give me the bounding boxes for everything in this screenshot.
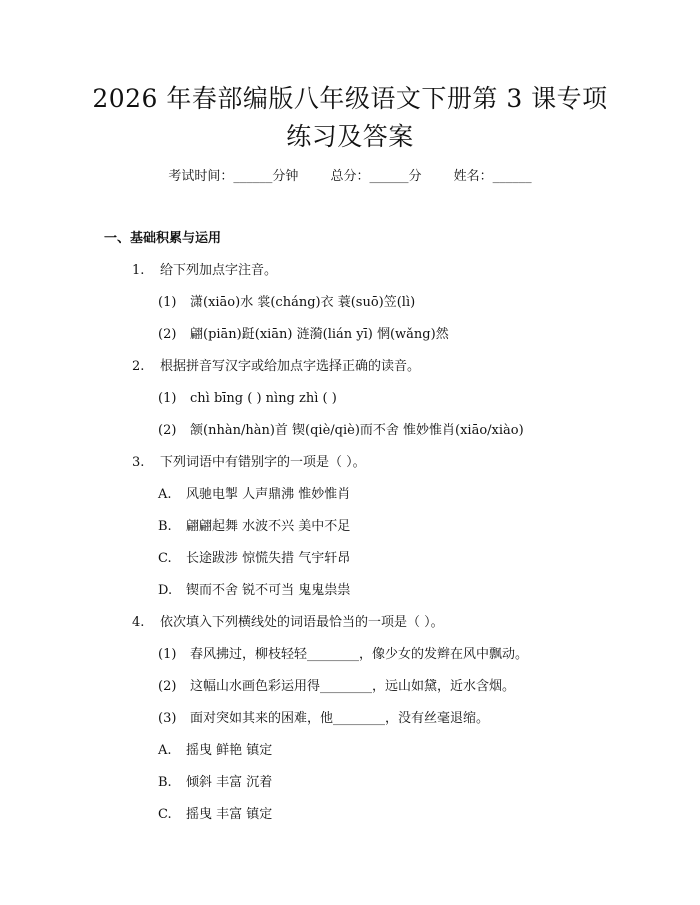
option-text: 摇曳 鲜艳 镇定 <box>186 743 273 758</box>
question-1 <box>132 261 277 281</box>
option-text: 倾斜 丰富 沉着 <box>186 775 273 790</box>
sub-text: 面对突如其来的困难，他________，没有丝毫退缩。 <box>190 711 490 726</box>
question-4-option-c <box>158 805 272 825</box>
question-text: 下列词语中有错别字的一项是（ ）。 <box>160 455 366 470</box>
option-label: B. <box>158 775 172 790</box>
time-label: 考试时间： <box>168 169 234 184</box>
question-3 <box>132 453 366 473</box>
option-text: 翩翩起舞 水波不兴 美中不足 <box>186 519 351 534</box>
sub-number: (3) <box>158 711 177 726</box>
question-4-sub-2 <box>158 677 515 697</box>
section-heading: 一、基础积累与运用 <box>104 231 222 246</box>
sub-number: (1) <box>158 391 177 406</box>
question-text: 根据拼音写汉字或给加点字选择正确的读音。 <box>160 359 421 374</box>
question-number: 3. <box>132 455 145 470</box>
option-text: 长途跋涉 惊慌失措 气宇轩昂 <box>186 551 351 566</box>
option-text: 摇曳 丰富 镇定 <box>186 807 273 822</box>
sub-text: 这幅山水画色彩运用得________，远山如黛，近水含烟。 <box>190 679 516 694</box>
option-label: A. <box>158 487 172 502</box>
sub-number: (1) <box>158 295 177 310</box>
name-field <box>454 169 532 184</box>
page-title-line1: 2026 年春部编版八年级语文下册第 3 课专项 <box>92 84 608 113</box>
question-3-option-c <box>158 549 350 569</box>
name-label: 姓名： <box>453 169 493 184</box>
question-number: 1. <box>132 263 145 278</box>
question-3-option-b <box>158 517 350 537</box>
question-3-option-a <box>158 485 350 505</box>
question-2 <box>132 357 420 377</box>
question-4-option-b <box>158 773 272 793</box>
time-unit: 分钟 <box>272 169 299 184</box>
option-label: B. <box>158 519 172 534</box>
option-label: C. <box>158 551 172 566</box>
option-text: 风驰电掣 人声鼎沸 惟妙惟肖 <box>186 487 351 502</box>
option-label: D. <box>158 583 173 598</box>
sub-number: (1) <box>158 647 177 662</box>
question-text: 依次填入下列横线处的词语最恰当的一项是（ ）。 <box>160 615 444 630</box>
score-unit: 分 <box>408 169 422 184</box>
score-blank: ______ <box>369 169 409 184</box>
question-4-sub-1 <box>158 645 528 665</box>
question-number: 4. <box>132 615 145 630</box>
sub-text: 翩(piān)跹(xiān) 涟漪(lián yī) 惘(wǎng)然 <box>190 327 449 342</box>
option-label: C. <box>158 807 172 822</box>
sub-text: 潇(xiāo)水 裳(cháng)衣 蓑(suō)笠(lì) <box>190 295 416 310</box>
question-2-sub-2 <box>158 421 524 441</box>
page-title-line2: 练习及答案 <box>286 122 414 151</box>
time-field <box>168 169 298 184</box>
score-field <box>330 169 421 184</box>
sub-number: (2) <box>158 679 177 694</box>
question-1-sub-2 <box>158 325 449 345</box>
question-4 <box>132 613 444 633</box>
question-4-option-a <box>158 741 272 761</box>
sub-text: 春风拂过，柳枝轻轻________，像少女的发辫在风中飘动。 <box>190 647 529 662</box>
sub-text: chì bīng ( ) nìng zhì ( ) <box>190 391 337 406</box>
name-blank: ______ <box>492 169 532 184</box>
sub-number: (2) <box>158 423 177 438</box>
sub-text: 颔(nhàn/hàn)首 锲(qiè/qiè)而不舍 惟妙惟肖(xiāo/xiào) <box>190 423 524 438</box>
question-text: 给下列加点字注音。 <box>160 263 278 278</box>
question-number: 2. <box>132 359 145 374</box>
time-blank: ______ <box>233 169 273 184</box>
exam-meta <box>0 167 700 187</box>
question-1-sub-1 <box>158 293 415 313</box>
option-label: A. <box>158 743 172 758</box>
question-3-option-d <box>158 581 350 601</box>
sub-number: (2) <box>158 327 177 342</box>
score-label: 总分： <box>330 169 370 184</box>
option-text: 锲而不舍 锐不可当 鬼鬼祟祟 <box>186 583 351 598</box>
question-4-sub-3 <box>158 709 489 729</box>
question-2-sub-1 <box>158 389 337 409</box>
